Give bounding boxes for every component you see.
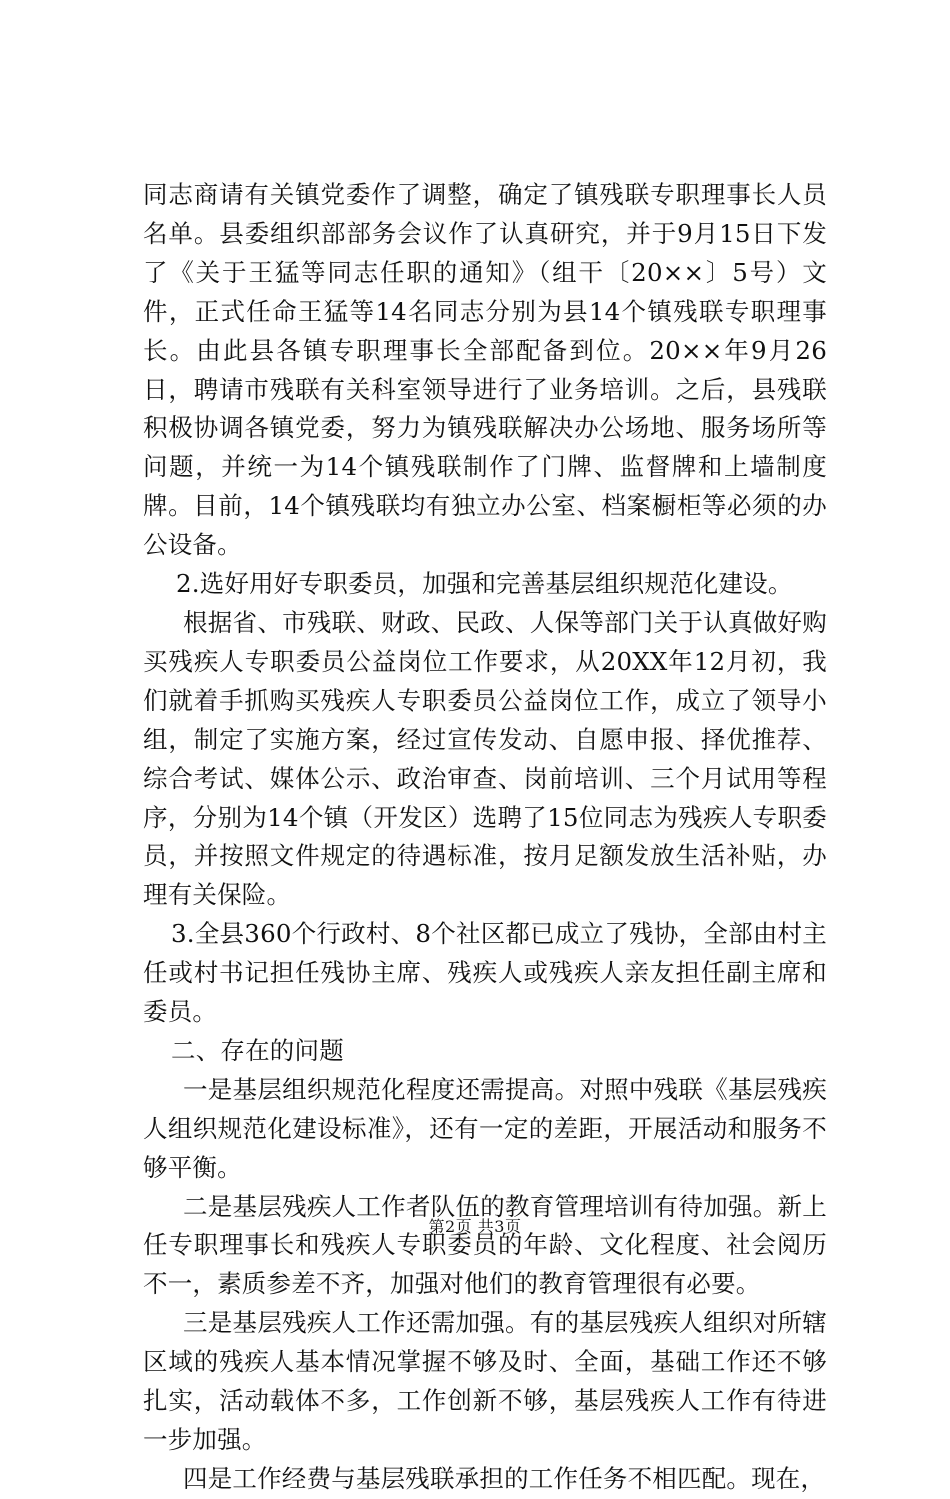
paragraph-committee-members: 根据省、市残联、财政、民政、人保等部门关于认真做好购买残疾人专职委员公益岗位工作要求，从20XX年12月初，我们就着手抓购买残疾人专职委员公益岗位工作，成立了领导小组，制定了实施方案，经过宣传发动、自愿申报、择优推荐、综合考试、媒体公示、政治审查、岗前培训、三个月试用等程序，分别为14个镇（开发区）选聘了15位同志为残疾人专职委员，并按照文件规定的待遇标准，按月足额发放生活补贴，办理有关保险。 <box>143 607 827 910</box>
document-body <box>143 176 827 1499</box>
paragraph-problem-4: 四是工作经费与基层残联承担的工作任务不相匹配。现在， <box>183 1463 826 1493</box>
paragraph-heading-2: 2.选好用好专职委员，加强和完善基层组织规范化建设。 <box>176 569 793 599</box>
paragraph-problem-2: 二是基层残疾人工作者队伍的教育管理培训有待加强。新上任专职理事长和残疾人专职委员的年龄、文化程度、社会阅历不一，素质参差不齐，加强对他们的教育管理很有必要。 <box>143 1191 827 1299</box>
paragraph-item-3: 3.全县360个行政村、8个社区都已成立了残协，全部由村主任或村书记担任残协主席、残疾人或残疾人亲友担任副主席和委员。 <box>143 919 827 1027</box>
section-heading-problems: 二、存在的问题 <box>171 1035 344 1065</box>
paragraph-problem-1: 一是基层组织规范化程度还需提高。对照中残联《基层残疾人组织规范化建设标准》，还有一定的差距，开展活动和服务不够平衡。 <box>143 1074 827 1182</box>
paragraph-problem-3: 三是基层残疾人工作还需加强。有的基层残疾人组织对所辖区域的残疾人基本情况掌握不够及时、全面，基础工作还不够扎实，活动载体不多，工作创新不够，基层残疾人工作有待进一步加强。 <box>143 1308 827 1454</box>
paragraph-appointment-continuation: 同志商请有关镇党委作了调整，确定了镇残联专职理事长人员名单。县委组织部部务会议作了认真研究，并于9月15日下发了《关于王猛等同志任职的通知》（组干〔20××〕5号）文件，正式任命王猛等14名同志分别为县14个镇残联专职理事长。由此县各镇专职理事长全部配备到位。20××年9月26日，聘请市残联有关科室领导进行了业务培训。之后，县残联积极协调各镇党委，努力为镇残联解决办公场地、服务场所等问题，并统一为14个镇残联制作了门牌、监督牌和上墙制度牌。目前，14个镇残联均有独立办公室、档案橱柜等必须的办公设备。 <box>143 180 827 560</box>
page-footer: 第2页 共3页 <box>428 1217 522 1236</box>
